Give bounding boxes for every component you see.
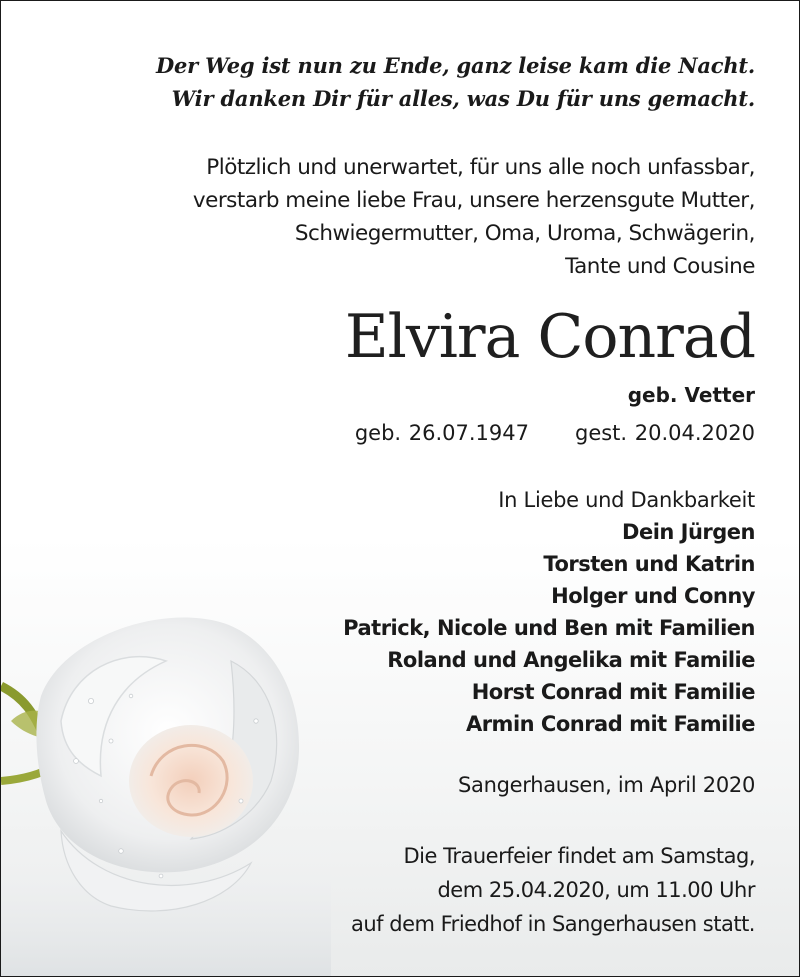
mourner-name: Armin Conrad mit Familie	[465, 712, 755, 736]
mourner-name: Roland und Angelika mit Familie	[387, 648, 755, 672]
motto-line: Wir danken Dir für alles, was Du für uns gemacht.	[171, 86, 755, 111]
announcement-line: verstarb meine liebe Frau, unsere herzensgute Mutter,	[192, 188, 755, 213]
funeral-line: Die Trauerfeier findet am Samstag,	[403, 844, 755, 868]
white-rose-image	[1, 601, 331, 976]
deceased-name: Elvira Conrad	[344, 302, 755, 372]
announcement-line: Schwiegermutter, Oma, Uroma, Schwägerin,	[294, 221, 755, 246]
mourners-lead: In Liebe und Dankbarkeit	[498, 488, 755, 512]
mourner-name: Patrick, Nicole und Ben mit Familien	[343, 616, 755, 640]
birth-date: geb. 26.07.1947	[354, 421, 529, 445]
announcement-text	[193, 151, 755, 283]
motto-line: Der Weg ist nun zu Ende, ganz leise kam die Nacht.	[155, 53, 755, 78]
mourners-list	[343, 484, 755, 740]
motto-verse	[156, 49, 755, 115]
announcement-line: Tante und Cousine	[565, 254, 755, 279]
life-dates	[355, 421, 755, 445]
announcement-line: Plötzlich und unerwartet, für uns alle noch unfassbar,	[206, 155, 755, 180]
mourner-name: Torsten und Katrin	[543, 552, 755, 576]
mourner-name: Dein Jürgen	[622, 520, 755, 544]
mourner-name: Horst Conrad mit Familie	[471, 680, 755, 704]
funeral-info	[351, 839, 755, 941]
funeral-line: auf dem Friedhof in Sangerhausen statt.	[351, 912, 755, 936]
funeral-line: dem 25.04.2020, um 11.00 Uhr	[437, 878, 755, 902]
death-date: gest. 20.04.2020	[574, 421, 755, 445]
mourner-name: Holger und Conny	[551, 584, 755, 608]
maiden-name: geb. Vetter	[627, 383, 755, 407]
place-and-date: Sangerhausen, im April 2020	[457, 773, 755, 797]
